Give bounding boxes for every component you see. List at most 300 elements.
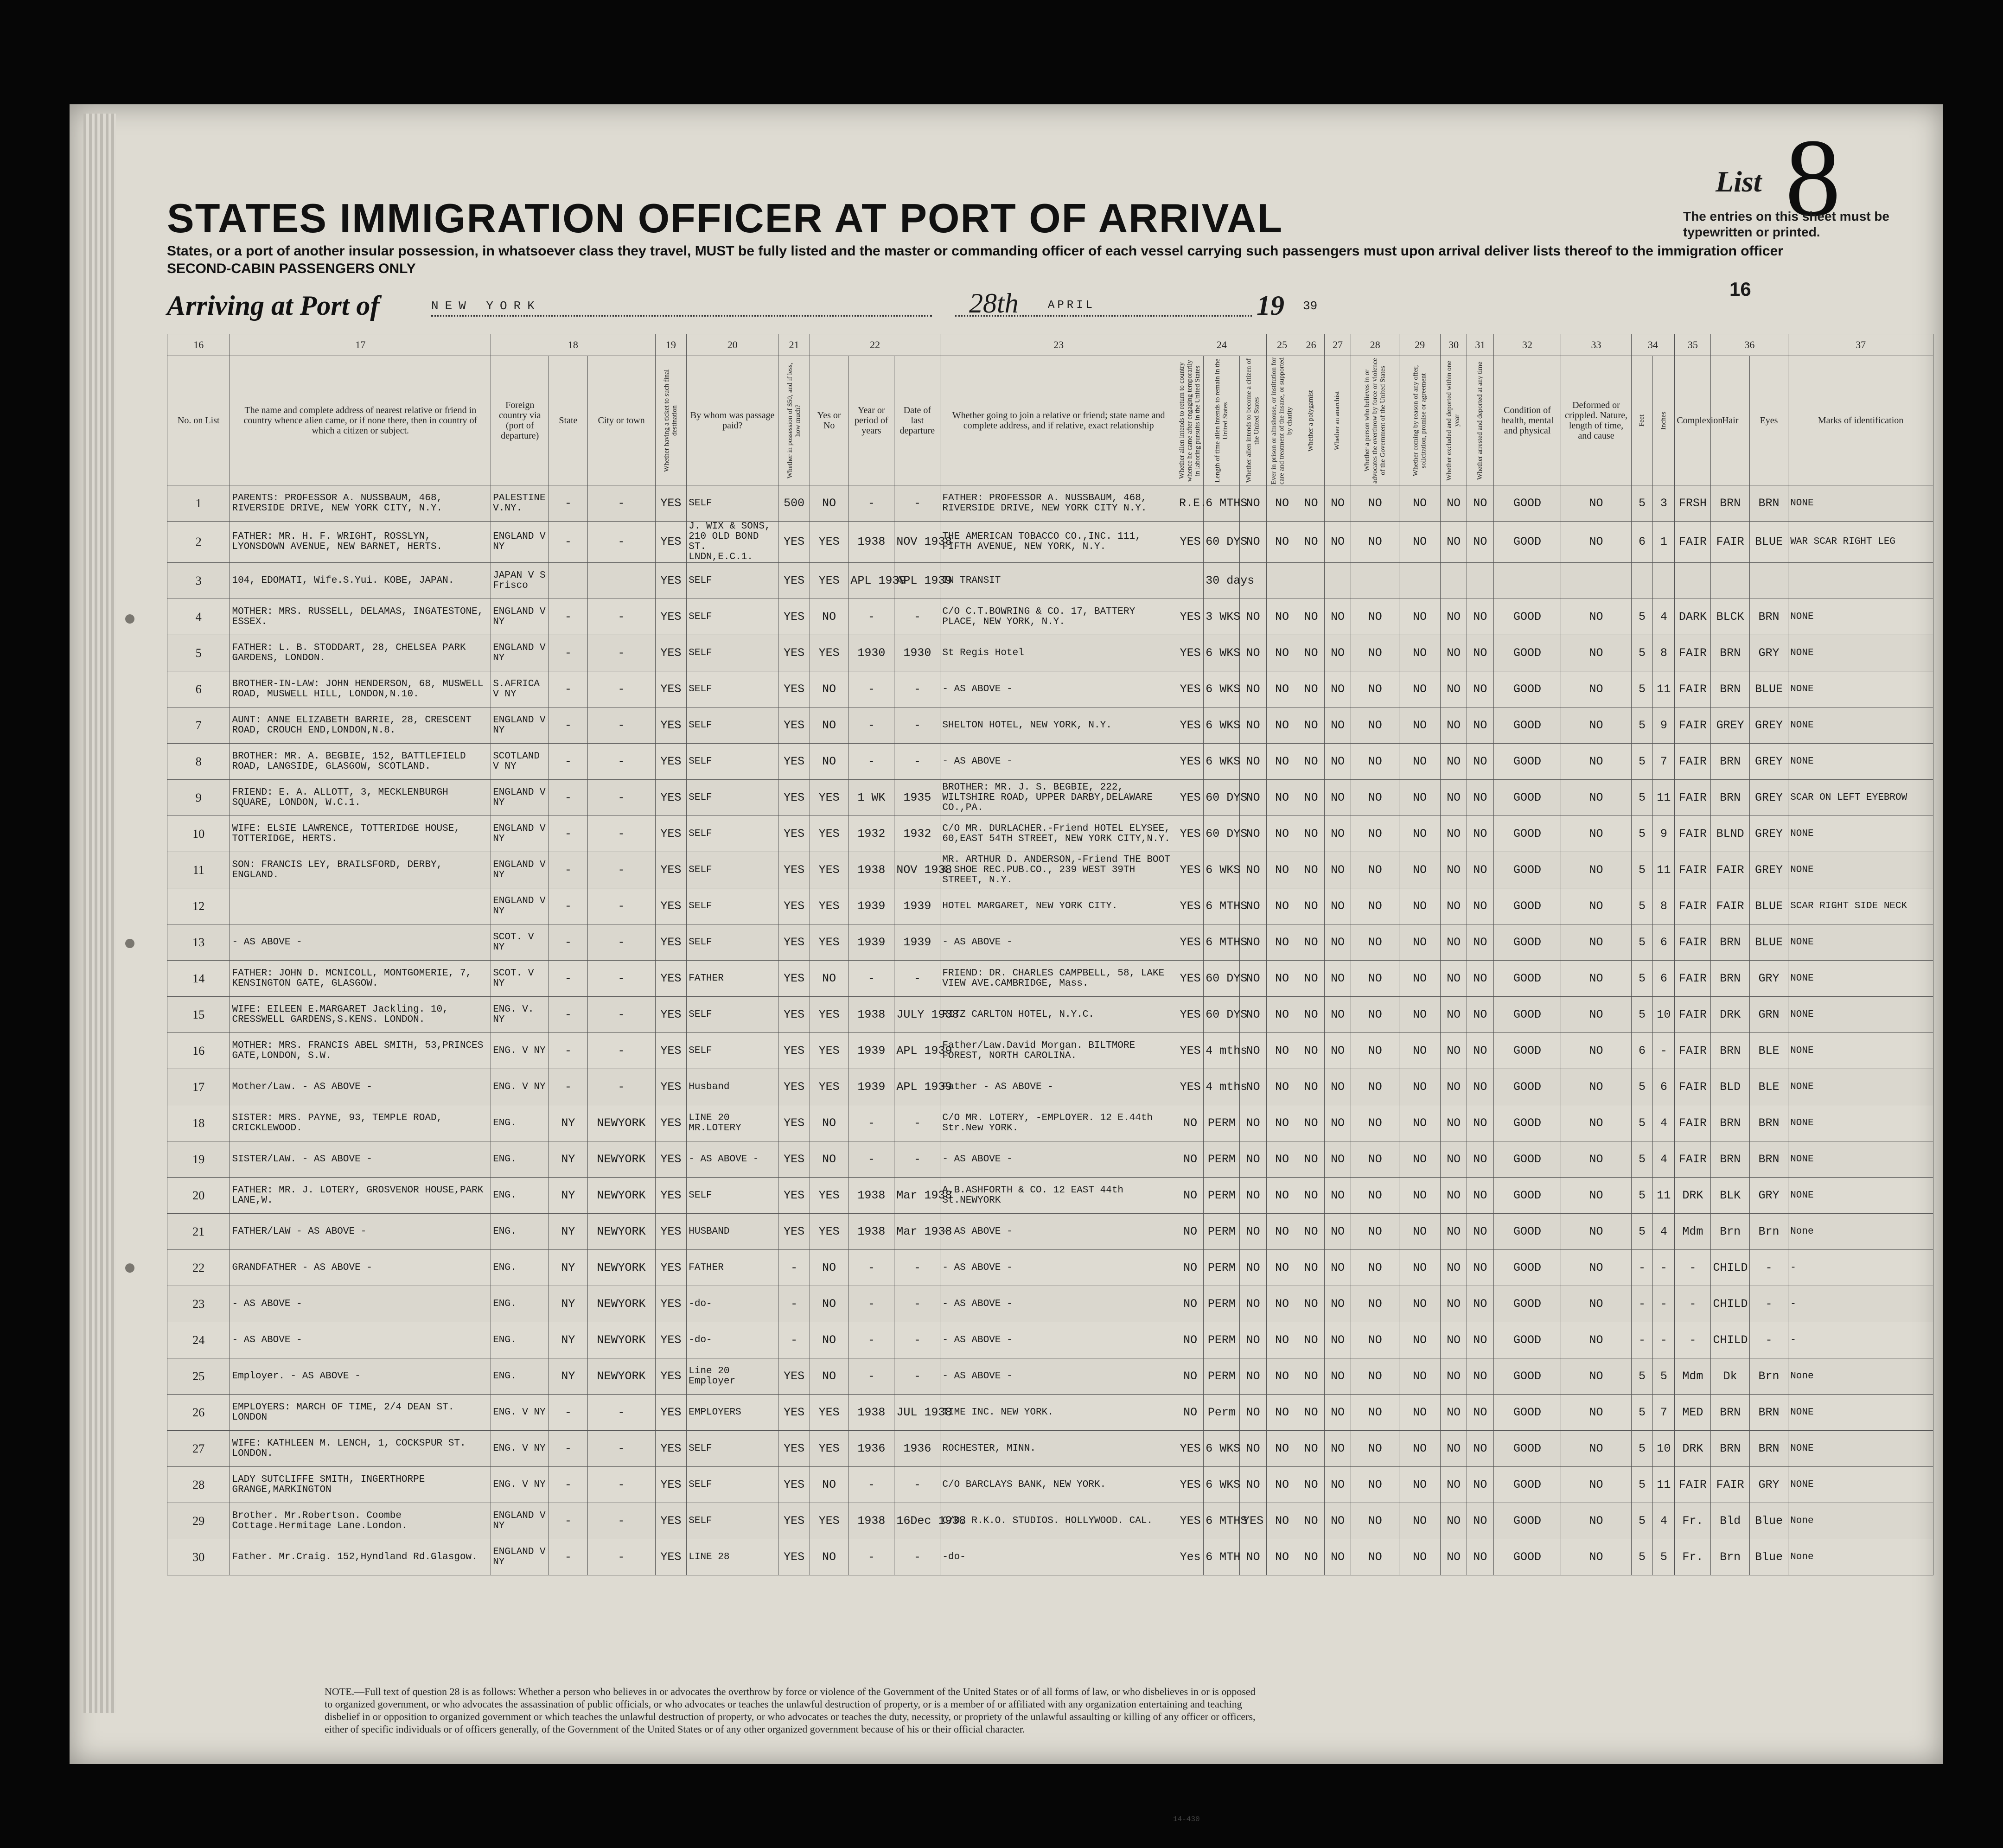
header-citizen: Whether alien intends to become a citizen of the United States	[1240, 356, 1266, 485]
cell-citizen: NO	[1240, 1250, 1266, 1286]
cell-year-in-us: APL 1939	[848, 563, 894, 599]
cell-q30: NO	[1440, 1395, 1467, 1431]
cell-deformed: NO	[1561, 888, 1631, 924]
table-row	[167, 816, 1933, 852]
cell-anarchist: NO	[1324, 1286, 1351, 1322]
cell-citizen: NO	[1240, 1214, 1266, 1250]
cell-citizen: NO	[1240, 744, 1266, 780]
cell-q29: NO	[1399, 1069, 1441, 1105]
cell-hair-color: GREY	[1711, 707, 1749, 744]
cell-joining: SHELTON HOTEL, NEW YORK, N.Y.	[940, 707, 1177, 744]
cell-ticket: YES	[655, 1322, 687, 1358]
table-row	[167, 961, 1933, 997]
cell-dest-city: NEWYORK	[587, 1105, 655, 1141]
cell-row-number: 21	[167, 1214, 230, 1250]
cell-hair-color: BRN	[1711, 1105, 1749, 1141]
cell-hair-color: BRN	[1711, 485, 1749, 522]
cell-joining: HOTEL MARGARET, NEW YORK CITY.	[940, 888, 1177, 924]
cell-return: YES	[1177, 961, 1203, 997]
cell-dest-city: -	[587, 1395, 655, 1431]
cell-q31: NO	[1467, 1178, 1493, 1214]
cell-last-departure: 1930	[894, 635, 940, 671]
cell-ticket: YES	[655, 888, 687, 924]
cell-health: GOOD	[1493, 888, 1561, 924]
cell-length-of-stay: 60 DYS	[1204, 522, 1240, 563]
footnote: NOTE.—Full text of question 28 is as follows: Whether a person who believes in or advocates the overthrow by force or violence of the Government of the United States or of all forms of law, or who disbelieves in or is opposed to organized government, or who advocates the assassination of public officials, or who advocates or teaches the unlawful destruction of property, or is a member of or affiliated with any organization entertaining and teaching disbelief in or opposition to organized government or which teaches the unlawful destruction of property, or who advocates or teaches the duty, necessity, or propriety of the unlawful assaulting or killing of any officer or officers, either of specific individuals or of officers generally, of the Government of the United States or of any other organized government because of his or their official character.	[325, 1686, 1256, 1735]
cell-ever-in-us: NO	[810, 671, 848, 707]
cell-return: YES	[1177, 671, 1203, 707]
cell-citizen: NO	[1240, 1322, 1266, 1358]
cell-ever-in-us: NO	[810, 1322, 848, 1358]
cell-complexion: FAIR	[1675, 707, 1711, 744]
cell-foreign-country: PALESTINE V.NY.	[491, 485, 549, 522]
cell-eye-color: GREY	[1749, 816, 1788, 852]
cell-hair-color: BRN	[1711, 961, 1749, 997]
cell-dest-city: -	[587, 522, 655, 563]
cell-nearest-relative: WIFE: EILEEN E.MARGARET Jackling. 10, CRESSWELL GARDENS,S.KENS. LONDON.	[230, 997, 491, 1033]
cell-citizen: NO	[1240, 485, 1266, 522]
cell-length-of-stay: 4 mths	[1204, 1069, 1240, 1105]
cell-anarchist: NO	[1324, 1358, 1351, 1395]
cell-polygamist: NO	[1298, 1431, 1324, 1467]
cell-nearest-relative: AUNT: ANNE ELIZABETH BARRIE, 28, CRESCENT ROAD, CROUCH END,LONDON,N.8.	[230, 707, 491, 744]
cell-deformed: NO	[1561, 780, 1631, 816]
cell-citizen: NO	[1240, 1358, 1266, 1395]
cell-complexion: -	[1675, 1250, 1711, 1286]
cell-dest-city: -	[587, 997, 655, 1033]
cell-eye-color: Brn	[1749, 1358, 1788, 1395]
cell-anarchist: NO	[1324, 635, 1351, 671]
cell-nearest-relative: FRIEND: E. A. ALLOTT, 3, MECKLENBURGH SQUARE, LONDON, W.C.1.	[230, 780, 491, 816]
cell-length-of-stay: PERM	[1204, 1105, 1240, 1141]
cell-ever-in-us: YES	[810, 780, 848, 816]
cell-return: YES	[1177, 1467, 1203, 1503]
cell-height-inches: -	[1653, 1250, 1675, 1286]
cell-q30: NO	[1440, 1033, 1467, 1069]
cell-q28: NO	[1351, 707, 1399, 744]
list-label: List	[1716, 165, 1762, 198]
cell-citizen: NO	[1240, 1539, 1266, 1575]
cell-complexion: FAIR	[1675, 780, 1711, 816]
cell-last-departure: 1936	[894, 1431, 940, 1467]
cell-polygamist: NO	[1298, 780, 1324, 816]
header-money: Whether in possession of $50, and if less, how much?	[778, 356, 810, 485]
cell-hair-color: BRN	[1711, 1431, 1749, 1467]
cell-q31: NO	[1467, 1105, 1493, 1141]
cell-height-feet: 5	[1631, 1395, 1653, 1431]
cell-q30: NO	[1440, 852, 1467, 888]
cell-deformed: NO	[1561, 635, 1631, 671]
cell-dest-state: NY	[549, 1214, 587, 1250]
cell-q31: NO	[1467, 852, 1493, 888]
col-num: 19	[655, 334, 687, 356]
cell-nearest-relative: WIFE: KATHLEEN M. LENCH, 1, COCKSPUR ST. LONDON.	[230, 1431, 491, 1467]
cell-year-in-us: -	[848, 1105, 894, 1141]
cell-height-feet: -	[1631, 1286, 1653, 1322]
cell-joining: TIME INC. NEW YORK.	[940, 1395, 1177, 1431]
cell-hair-color: FAIR	[1711, 852, 1749, 888]
cell-passage-paid-by: SELF	[687, 924, 778, 961]
col-num: 16	[167, 334, 230, 356]
cell-q29: NO	[1399, 997, 1441, 1033]
cell-complexion: FAIR	[1675, 1141, 1711, 1178]
cell-row-number: 7	[167, 707, 230, 744]
cell-return: NO	[1177, 1105, 1203, 1141]
cell-ever-in-us: YES	[810, 816, 848, 852]
cell-ever-in-us: YES	[810, 522, 848, 563]
cell-length-of-stay: PERM	[1204, 1286, 1240, 1322]
cell-dest-state: NY	[549, 1250, 587, 1286]
cell-q30	[1440, 563, 1467, 599]
table-row	[167, 1141, 1933, 1178]
cell-row-number: 2	[167, 522, 230, 563]
cell-ticket: YES	[655, 852, 687, 888]
cell-polygamist: NO	[1298, 924, 1324, 961]
cell-dest-city: -	[587, 635, 655, 671]
header-eyes: Eyes	[1749, 356, 1788, 485]
header-marks: Marks of identification	[1788, 356, 1933, 485]
cell-polygamist: NO	[1298, 1033, 1324, 1069]
cell-polygamist: NO	[1298, 1069, 1324, 1105]
cell-hair-color: FAIR	[1711, 522, 1749, 563]
cell-q31: NO	[1467, 485, 1493, 522]
cell-polygamist: NO	[1298, 1250, 1324, 1286]
cell-q30: NO	[1440, 816, 1467, 852]
cell-hair-color: BLK	[1711, 1178, 1749, 1214]
col-num: 22	[810, 334, 940, 356]
cell-citizen: NO	[1240, 1286, 1266, 1322]
cell-length-of-stay: PERM	[1204, 1178, 1240, 1214]
cell-identifying-marks: -	[1788, 1322, 1933, 1358]
cell-polygamist: NO	[1298, 852, 1324, 888]
cell-polygamist: NO	[1298, 1105, 1324, 1141]
date-dotted-line	[955, 315, 1252, 317]
cell-deformed: NO	[1561, 1539, 1631, 1575]
cell-year-in-us: 1930	[848, 635, 894, 671]
cell-q28: NO	[1351, 1141, 1399, 1178]
header-hair: Hair	[1711, 356, 1749, 485]
cell-foreign-country: ENG. V NY	[491, 1033, 549, 1069]
cell-passage-paid-by: SELF	[687, 744, 778, 780]
cell-ever-in-us: NO	[810, 599, 848, 635]
punch-hole	[125, 1263, 134, 1273]
cell-height-feet: 5	[1631, 1141, 1653, 1178]
cell-ticket: YES	[655, 1033, 687, 1069]
cell-last-departure: 1935	[894, 780, 940, 816]
cell-return: Yes	[1177, 1539, 1203, 1575]
cell-row-number: 27	[167, 1431, 230, 1467]
cell-identifying-marks: NONE	[1788, 1395, 1933, 1431]
cell-eye-color: Blue	[1749, 1503, 1788, 1539]
cell-height-feet	[1631, 563, 1653, 599]
cell-identifying-marks: NONE	[1788, 1069, 1933, 1105]
cell-q28: NO	[1351, 744, 1399, 780]
cell-dest-city: NEWYORK	[587, 1214, 655, 1250]
cell-prison: NO	[1266, 1286, 1298, 1322]
cell-ticket: YES	[655, 1105, 687, 1141]
cell-hair-color: CHILD	[1711, 1250, 1749, 1286]
cell-nearest-relative: FATHER/LAW - AS ABOVE -	[230, 1214, 491, 1250]
col-num: 24	[1177, 334, 1266, 356]
cell-ticket: YES	[655, 485, 687, 522]
cell-complexion: FAIR	[1675, 744, 1711, 780]
cell-row-number: 9	[167, 780, 230, 816]
cell-row-number: 28	[167, 1467, 230, 1503]
cell-anarchist: NO	[1324, 888, 1351, 924]
table-row	[167, 1250, 1933, 1286]
cell-q31: NO	[1467, 1322, 1493, 1358]
cell-foreign-country: ENG. V NY	[491, 1431, 549, 1467]
cell-q28: NO	[1351, 671, 1399, 707]
cell-prison	[1266, 563, 1298, 599]
cell-joining: MR. ARTHUR D. ANDERSON,-Friend THE BOOT & SHOE REC.PUB.CO., 239 WEST 39TH STREET, N.Y.	[940, 852, 1177, 888]
manifest-page	[70, 104, 1943, 1823]
cell-ever-in-us: YES	[810, 997, 848, 1033]
cell-dest-state: NY	[549, 1178, 587, 1214]
cell-q28: NO	[1351, 1069, 1399, 1105]
col-num: 23	[940, 334, 1177, 356]
cell-row-number: 13	[167, 924, 230, 961]
cell-money: YES	[778, 522, 810, 563]
manifest-table	[167, 334, 1933, 1575]
table-row	[167, 1033, 1933, 1069]
cell-anarchist: NO	[1324, 1105, 1351, 1141]
cell-prison: NO	[1266, 816, 1298, 852]
cell-height-feet: 6	[1631, 1033, 1653, 1069]
header-foreign-country: Foreign country via (port of departure)	[491, 356, 549, 485]
cell-health: GOOD	[1493, 1503, 1561, 1539]
cell-prison: NO	[1266, 888, 1298, 924]
cell-q29: NO	[1399, 1141, 1441, 1178]
col-num: 25	[1266, 334, 1298, 356]
cell-q31: NO	[1467, 1395, 1493, 1431]
cell-q28: NO	[1351, 816, 1399, 852]
col-num: 20	[687, 334, 778, 356]
cell-year-in-us: 1939	[848, 924, 894, 961]
header-anarchist: Whether an anarchist	[1324, 356, 1351, 485]
cell-foreign-country: ENG. V. NY	[491, 997, 549, 1033]
cell-polygamist: NO	[1298, 1178, 1324, 1214]
cell-length-of-stay: 6 WKS	[1204, 707, 1240, 744]
cell-return: YES	[1177, 1431, 1203, 1467]
cell-prison: NO	[1266, 522, 1298, 563]
cell-eye-color: GRN	[1749, 997, 1788, 1033]
cell-deformed: NO	[1561, 997, 1631, 1033]
cell-height-feet: 5	[1631, 1431, 1653, 1467]
cell-height-inches: -	[1653, 1286, 1675, 1322]
cell-dest-state: -	[549, 599, 587, 635]
cell-row-number: 18	[167, 1105, 230, 1141]
cell-nearest-relative: WIFE: ELSIE LAWRENCE, TOTTERIDGE HOUSE, TOTTERIDGE, HERTS.	[230, 816, 491, 852]
cell-year-in-us: 1939	[848, 888, 894, 924]
cell-row-number: 15	[167, 997, 230, 1033]
cell-return: YES	[1177, 744, 1203, 780]
cell-year-in-us: -	[848, 707, 894, 744]
page-number: 16	[1729, 278, 1751, 300]
cell-height-inches: 11	[1653, 1467, 1675, 1503]
cell-hair-color: DRK	[1711, 997, 1749, 1033]
cell-last-departure: -	[894, 1322, 940, 1358]
cell-length-of-stay: 3 WKS	[1204, 599, 1240, 635]
header-instructions: States, or a port of another insular possession, in whatsoever class they travel, MUST be fully listed and the master or commanding officer of each vessel carrying such passengers must upon arrival deliver lists thereof to the immigration officer	[167, 243, 1783, 259]
cell-anarchist: NO	[1324, 671, 1351, 707]
cell-prison: NO	[1266, 671, 1298, 707]
cell-last-departure: Mar 1938	[894, 1178, 940, 1214]
cell-dest-state: -	[549, 1431, 587, 1467]
cell-ticket: YES	[655, 780, 687, 816]
cell-row-number: 4	[167, 599, 230, 635]
cell-passage-paid-by: SELF	[687, 816, 778, 852]
cell-foreign-country: ENGLAND V NY	[491, 635, 549, 671]
cell-eye-color: GRY	[1749, 635, 1788, 671]
cell-row-number: 29	[167, 1503, 230, 1539]
cell-deformed: NO	[1561, 1395, 1631, 1431]
cell-last-departure: -	[894, 707, 940, 744]
cell-ticket: YES	[655, 599, 687, 635]
cell-money: YES	[778, 671, 810, 707]
cell-dest-state: -	[549, 924, 587, 961]
cell-q29: NO	[1399, 1033, 1441, 1069]
cell-q28	[1351, 563, 1399, 599]
cell-complexion: -	[1675, 1286, 1711, 1322]
cell-nearest-relative: BROTHER: MR. A. BEGBIE, 152, BATTLEFIELD ROAD, LANGSIDE, GLASGOW, SCOTLAND.	[230, 744, 491, 780]
header-ever-year: Year or period of years	[848, 356, 894, 485]
cell-eye-color: Blue	[1749, 1539, 1788, 1575]
cell-height-inches: -	[1653, 1322, 1675, 1358]
cell-dest-city: -	[587, 816, 655, 852]
cell-length-of-stay: PERM	[1204, 1141, 1240, 1178]
cell-foreign-country: SCOT. V NY	[491, 924, 549, 961]
cell-money: YES	[778, 780, 810, 816]
cell-joining: - AS ABOVE -	[940, 671, 1177, 707]
punch-hole	[125, 939, 134, 948]
cell-foreign-country: ENGLAND V NY	[491, 1503, 549, 1539]
cell-dest-state: -	[549, 744, 587, 780]
cell-health: GOOD	[1493, 961, 1561, 997]
cell-ever-in-us: YES	[810, 924, 848, 961]
cell-year-in-us: 1 WK	[848, 780, 894, 816]
cell-return: YES	[1177, 635, 1203, 671]
cell-complexion: FRSH	[1675, 485, 1711, 522]
cell-last-departure: 16Dec 1938	[894, 1503, 940, 1539]
cell-height-inches: 11	[1653, 671, 1675, 707]
col-num: 31	[1467, 334, 1493, 356]
cell-joining: IN TRANSIT	[940, 563, 1177, 599]
col-num: 17	[230, 334, 491, 356]
cell-height-inches: 11	[1653, 1178, 1675, 1214]
cell-prison: NO	[1266, 1358, 1298, 1395]
cell-health: GOOD	[1493, 1286, 1561, 1322]
cell-joining: BROTHER: MR. J. S. BEGBIE, 222, WILTSHIRE ROAD, UPPER DARBY,DELAWARE CO.,PA.	[940, 780, 1177, 816]
cell-last-departure: -	[894, 744, 940, 780]
col-num: 26	[1298, 334, 1324, 356]
page-edge-stack	[83, 114, 116, 1713]
cell-polygamist: NO	[1298, 1286, 1324, 1322]
cell-q28: NO	[1351, 1467, 1399, 1503]
cell-citizen: NO	[1240, 816, 1266, 852]
cell-identifying-marks: NONE	[1788, 1141, 1933, 1178]
header-complexion: Complexion	[1675, 356, 1711, 485]
table-row	[167, 744, 1933, 780]
cell-money: YES	[778, 1141, 810, 1178]
cell-return: NO	[1177, 1214, 1203, 1250]
cell-foreign-country: ENG.	[491, 1358, 549, 1395]
arrival-port: NEW YORK	[431, 299, 541, 313]
cell-joining: ROCHESTER, MINN.	[940, 1431, 1177, 1467]
cell-nearest-relative: - AS ABOVE -	[230, 924, 491, 961]
cell-complexion: Fr.	[1675, 1539, 1711, 1575]
cell-citizen: NO	[1240, 1178, 1266, 1214]
cell-identifying-marks: None	[1788, 1539, 1933, 1575]
cell-dest-city: -	[587, 888, 655, 924]
cell-nearest-relative: - AS ABOVE -	[230, 1322, 491, 1358]
cell-complexion: FAIR	[1675, 522, 1711, 563]
cell-height-feet: 5	[1631, 1105, 1653, 1141]
cell-q31: NO	[1467, 599, 1493, 635]
cell-health: GOOD	[1493, 599, 1561, 635]
cell-citizen: NO	[1240, 671, 1266, 707]
cell-identifying-marks: WAR SCAR RIGHT LEG	[1788, 522, 1933, 563]
cell-height-inches: 6	[1653, 1069, 1675, 1105]
cell-deformed: NO	[1561, 485, 1631, 522]
cell-nearest-relative	[230, 888, 491, 924]
cell-identifying-marks: NONE	[1788, 671, 1933, 707]
cell-deformed: NO	[1561, 744, 1631, 780]
header-height-feet: Feet	[1631, 356, 1653, 485]
cell-ever-in-us: NO	[810, 485, 848, 522]
cell-polygamist: NO	[1298, 816, 1324, 852]
header-no-on-list: No. on List	[167, 356, 230, 485]
cell-height-inches: 9	[1653, 816, 1675, 852]
cell-complexion: DRK	[1675, 1431, 1711, 1467]
cell-citizen: NO	[1240, 1431, 1266, 1467]
cell-ever-in-us: YES	[810, 1214, 848, 1250]
col-num: 28	[1351, 334, 1399, 356]
cell-nearest-relative: MOTHER: MRS. RUSSELL, DELAMAS, INGATESTONE, ESSEX.	[230, 599, 491, 635]
cell-last-departure: -	[894, 1358, 940, 1395]
cell-q28: NO	[1351, 485, 1399, 522]
cell-passage-paid-by: SELF	[687, 1503, 778, 1539]
cell-health: GOOD	[1493, 1214, 1561, 1250]
cell-anarchist: NO	[1324, 924, 1351, 961]
cell-dest-city: NEWYORK	[587, 1178, 655, 1214]
cell-eye-color: -	[1749, 1322, 1788, 1358]
cell-hair-color: CHILD	[1711, 1286, 1749, 1322]
cell-identifying-marks: NONE	[1788, 1105, 1933, 1141]
cell-return: YES	[1177, 924, 1203, 961]
cell-q31: NO	[1467, 888, 1493, 924]
cell-q30: NO	[1440, 1467, 1467, 1503]
cell-height-feet: 5	[1631, 671, 1653, 707]
cell-money: 500	[778, 485, 810, 522]
table-row	[167, 1214, 1933, 1250]
cell-ever-in-us: NO	[810, 707, 848, 744]
cell-row-number: 16	[167, 1033, 230, 1069]
header-polygamist: Whether a polygamist	[1298, 356, 1324, 485]
cell-identifying-marks: NONE	[1788, 852, 1933, 888]
cell-anarchist: NO	[1324, 1467, 1351, 1503]
cell-q30: NO	[1440, 961, 1467, 997]
cell-return: YES	[1177, 780, 1203, 816]
cell-last-departure: 1939	[894, 924, 940, 961]
cell-hair-color: BRN	[1711, 635, 1749, 671]
cell-deformed: NO	[1561, 1069, 1631, 1105]
cell-foreign-country: SCOTLAND V NY	[491, 744, 549, 780]
cell-joining: - AS ABOVE -	[940, 1358, 1177, 1395]
cell-length-of-stay: PERM	[1204, 1322, 1240, 1358]
cell-return: R.E.	[1177, 485, 1203, 522]
table-row	[167, 1358, 1933, 1395]
